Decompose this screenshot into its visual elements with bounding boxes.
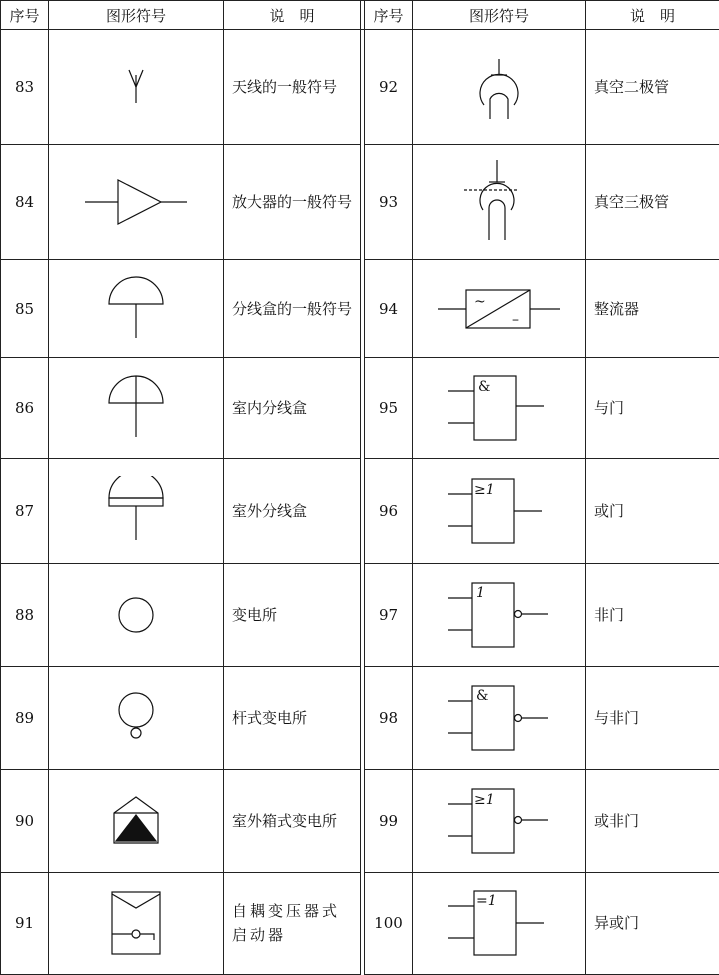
nor-gate-icon <box>444 786 554 856</box>
table-row <box>1 358 719 459</box>
not-gate-label: 1 <box>476 584 485 601</box>
row-description: 分线盒的一般符号 <box>224 260 361 358</box>
row-number: 83 <box>1 30 49 145</box>
vacuum-diode-icon <box>464 37 534 137</box>
row-description: 杆式变电所 <box>224 666 361 769</box>
row-description: 自耦变压器式启动器 <box>224 872 361 974</box>
or-gate-label: ≥1 <box>474 481 495 498</box>
rectifier-dc-label: – <box>512 311 519 328</box>
row-description: 室内分线盒 <box>224 358 361 459</box>
row-number: 97 <box>365 563 413 666</box>
xor-gate-icon <box>444 888 554 958</box>
row-number: 87 <box>1 459 49 563</box>
row-number: 84 <box>1 145 49 260</box>
table-row <box>1 872 719 974</box>
table-row <box>1 459 719 563</box>
row-number: 99 <box>365 769 413 872</box>
and-gate-label: & <box>478 379 491 396</box>
rectifier-icon <box>434 284 564 334</box>
indoor-junction-box-icon <box>101 373 171 443</box>
vacuum-triode-icon <box>459 152 539 252</box>
or-gate-icon <box>444 476 554 546</box>
nand-gate-icon <box>444 683 554 753</box>
row-number: 93 <box>365 145 413 260</box>
row-number: 85 <box>1 260 49 358</box>
outdoor-box-substation-icon <box>106 791 166 851</box>
row-description: 整流器 <box>586 260 719 358</box>
table-row <box>1 260 719 358</box>
substation-icon <box>106 585 166 645</box>
antenna-icon <box>106 57 166 117</box>
xor-gate-label: =1 <box>476 893 497 910</box>
amplifier-icon <box>81 172 191 232</box>
row-description: 真空三极管 <box>586 145 719 260</box>
table-row <box>1 563 719 666</box>
header-row <box>1 1 719 30</box>
row-description: 天线的一般符号 <box>224 30 361 145</box>
header-num-right: 序号 <box>365 1 413 30</box>
nand-gate-label: & <box>476 687 489 704</box>
row-number: 90 <box>1 769 49 872</box>
row-description: 非门 <box>586 563 719 666</box>
row-description: 真空二极管 <box>586 30 719 145</box>
row-description: 或非门 <box>586 769 719 872</box>
row-description: 异或门 <box>586 872 719 974</box>
table-row <box>1 666 719 769</box>
row-number: 94 <box>365 260 413 358</box>
header-num-left: 序号 <box>1 1 49 30</box>
row-number: 86 <box>1 358 49 459</box>
nor-gate-label: ≥1 <box>474 791 495 808</box>
row-description: 或门 <box>586 459 719 563</box>
row-number: 98 <box>365 666 413 769</box>
header-desc-left: 说 明 <box>224 1 361 30</box>
row-description: 室外分线盒 <box>224 459 361 563</box>
rectifier-ac-label: ~ <box>474 293 486 310</box>
pole-substation-icon <box>106 683 166 753</box>
row-number: 91 <box>1 872 49 974</box>
row-description: 与门 <box>586 358 719 459</box>
header-desc-right: 说 明 <box>586 1 719 30</box>
row-number: 96 <box>365 459 413 563</box>
not-gate-icon <box>444 580 554 650</box>
row-number: 89 <box>1 666 49 769</box>
junction-box-icon <box>101 274 171 344</box>
row-description: 变电所 <box>224 563 361 666</box>
table-row <box>1 769 719 872</box>
row-number: 88 <box>1 563 49 666</box>
header-symbol-left: 图形符号 <box>49 1 224 30</box>
row-description: 放大器的一般符号 <box>224 145 361 260</box>
table-row <box>1 145 719 260</box>
row-description: 室外箱式变电所 <box>224 769 361 872</box>
autotransformer-starter-icon <box>106 888 166 958</box>
and-gate-icon <box>444 373 554 443</box>
row-number: 100 <box>365 872 413 974</box>
row-number: 95 <box>365 358 413 459</box>
table-row <box>1 30 719 145</box>
row-description: 与非门 <box>586 666 719 769</box>
header-symbol-right: 图形符号 <box>413 1 586 30</box>
row-number: 92 <box>365 30 413 145</box>
outdoor-junction-box-icon <box>101 476 171 546</box>
